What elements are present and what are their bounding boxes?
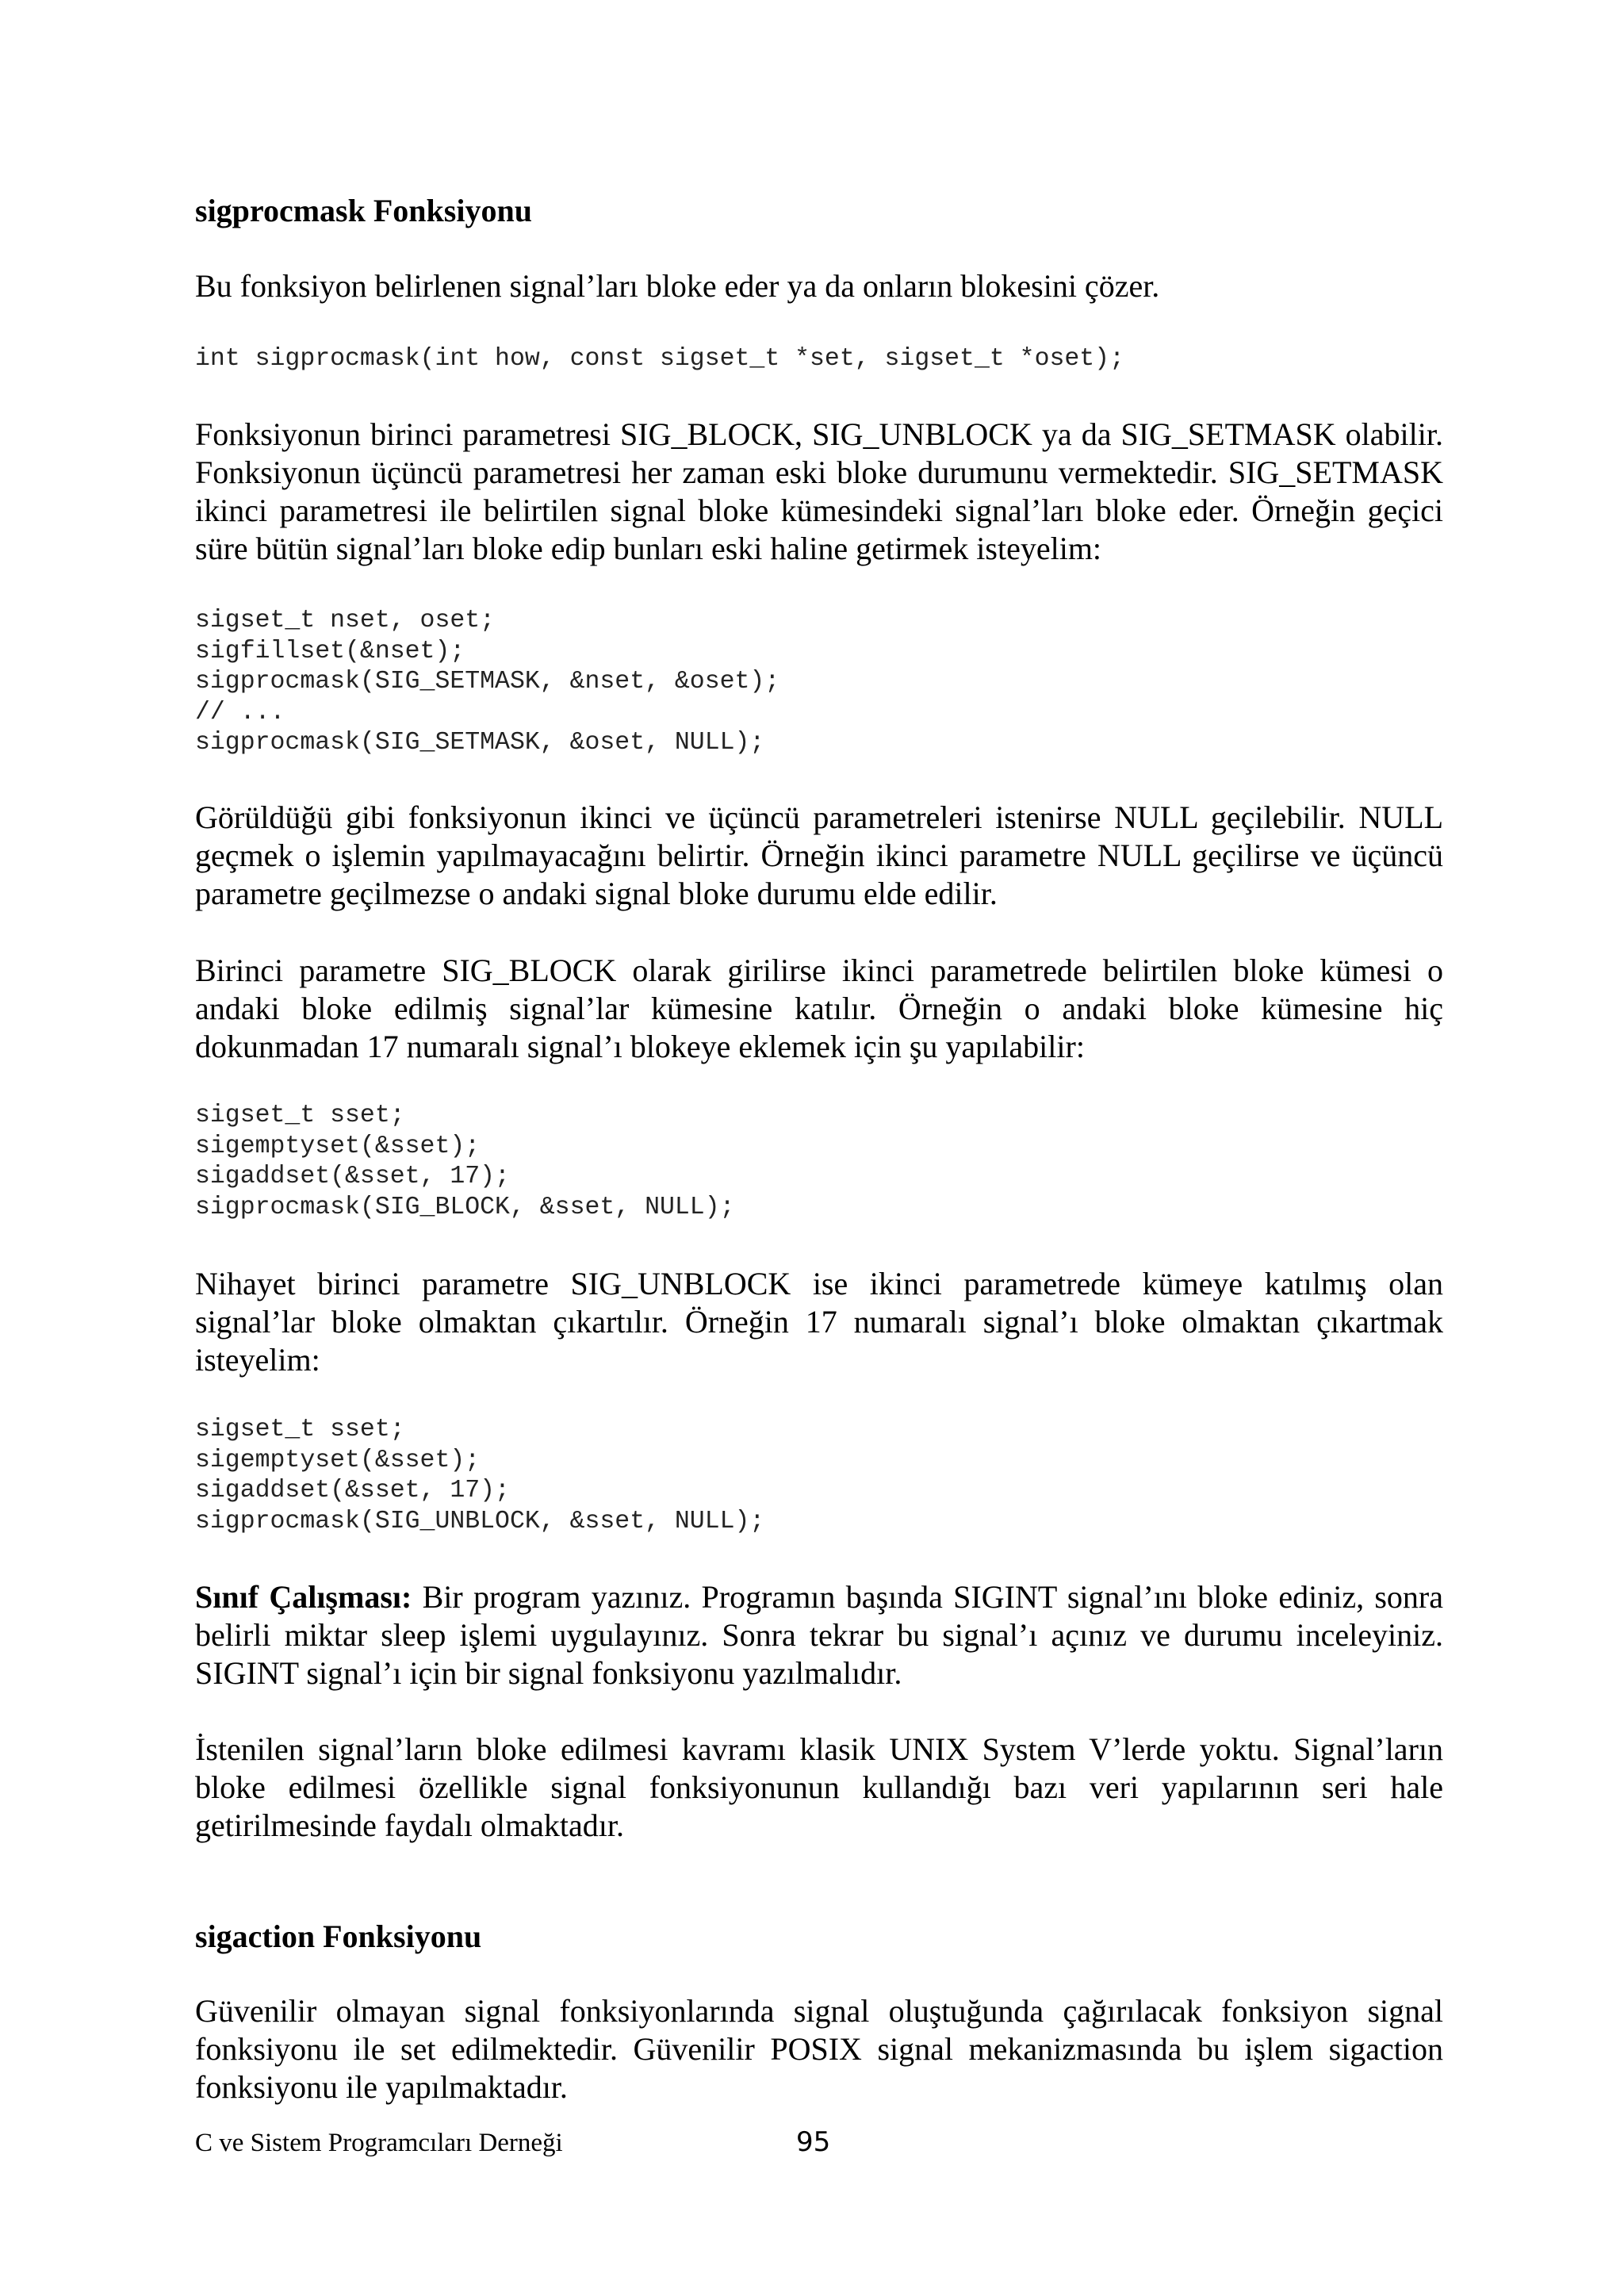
section-heading-sigprocmask: sigprocmask Fonksiyonu <box>195 193 532 228</box>
intro-paragraph: Bu fonksiyon belirlenen signal’ları bloke eder ya da onların blokesini çözer. <box>195 268 1160 304</box>
section-heading-sigaction: sigaction Fonksiyonu <box>195 1918 482 1954</box>
page-number: 95 <box>796 2126 831 2158</box>
code-example-unblock: sigset_t sset; sigemptyset(&sset); sigaddset(&sset, 17); sigprocmask(SIG_UNBLOCK, &sset, NULL); <box>195 1416 765 1535</box>
sigaction-intro-paragraph: Güvenilir olmayan signal fonksiyonlarında signal oluştuğunda çağırılacak fonksiyon signal fonksiyonu ile set edilmektedir. Güvenilir POSIX signal mekanizmasında bu işlem sigaction fonksiyonu ile yapılmaktadır. <box>195 1993 1443 2105</box>
history-paragraph: İstenilen signal’ların bloke edilmesi kavramı klasik UNIX System V’lerde yoktu. Signal’ların bloke edilmesi özellikle signal fonksiyonunun kullandığı bazı veri yapılarının seri hale getirilmesinde faydalı olmaktadır. <box>195 1731 1443 1843</box>
class-exercise-label: Sınıf Çalışması: <box>195 1579 412 1615</box>
null-parameter-paragraph: Görüldüğü gibi fonksiyonun ikinci ve üçüncü parametreleri istenirse NULL geçilebilir. NULL geçmek o işlemin yapılmayacağını belirtir. Örneğin ikinci parametre NULL geçilirse ve üçüncü parametre geçilmezse o andaki signal bloke durumu elde edilir. <box>195 799 1443 911</box>
parameter-description-paragraph: Fonksiyonun birinci parametresi SIG_BLOCK, SIG_UNBLOCK ya da SIG_SETMASK olabilir. Fonksiyonun üçüncü parametresi her zaman eski bloke durumunu vermektedir. SIG_SETMASK ikinci parametresi ile belirtilen signal bloke kümesindeki signal’ları bloke eder. Örneğin geçici süre bütün signal’ları bloke edip bunları eski haline getirmek isteyelim: <box>195 416 1443 566</box>
sig-unblock-paragraph: Nihayet birinci parametre SIG_UNBLOCK ise ikinci parametrede kümeye katılmış olan signal’lar bloke olmaktan çıkartılır. Örneğin 17 numaralı signal’ı bloke olmaktan çıkartmak isteyelim: <box>195 1266 1443 1378</box>
code-example-block: sigset_t sset; sigemptyset(&sset); sigaddset(&sset, 17); sigprocmask(SIG_BLOCK, &sset, NULL); <box>195 1102 735 1221</box>
footer-organization: C ve Sistem Programcıları Derneği <box>195 2129 563 2157</box>
class-exercise-paragraph <box>195 1578 1443 1692</box>
class-exercise-text: Bir program yazınız. Programın başında SIGINT signal’ını bloke ediniz, sonra belirli miktar sleep işlemi uygulayınız. Sonra tekrar bu signal’ı açınız ve durumu inceleyiniz. SIGINT signal’ı için bir signal fonksiyonu yazılmalıdır. <box>195 1579 1443 1691</box>
function-prototype-code: int sigprocmask(int how, const sigset_t *set, sigset_t *oset); <box>195 345 1124 373</box>
sig-block-paragraph: Birinci parametre SIG_BLOCK olarak girilirse ikinci parametrede belirtilen bloke kümesi o andaki bloke edilmiş signal’lar kümesine katılır. Örneğin o andaki bloke kümesine hiç dokunmadan 17 numaralı signal’ı blokeye eklemek için şu yapılabilir: <box>195 953 1443 1064</box>
code-example-setmask: sigset_t nset, oset; sigfillset(&nset); sigprocmask(SIG_SETMASK, &nset, &oset); // ... sigprocmask(SIG_SETMASK, &oset, NULL); <box>195 607 780 757</box>
